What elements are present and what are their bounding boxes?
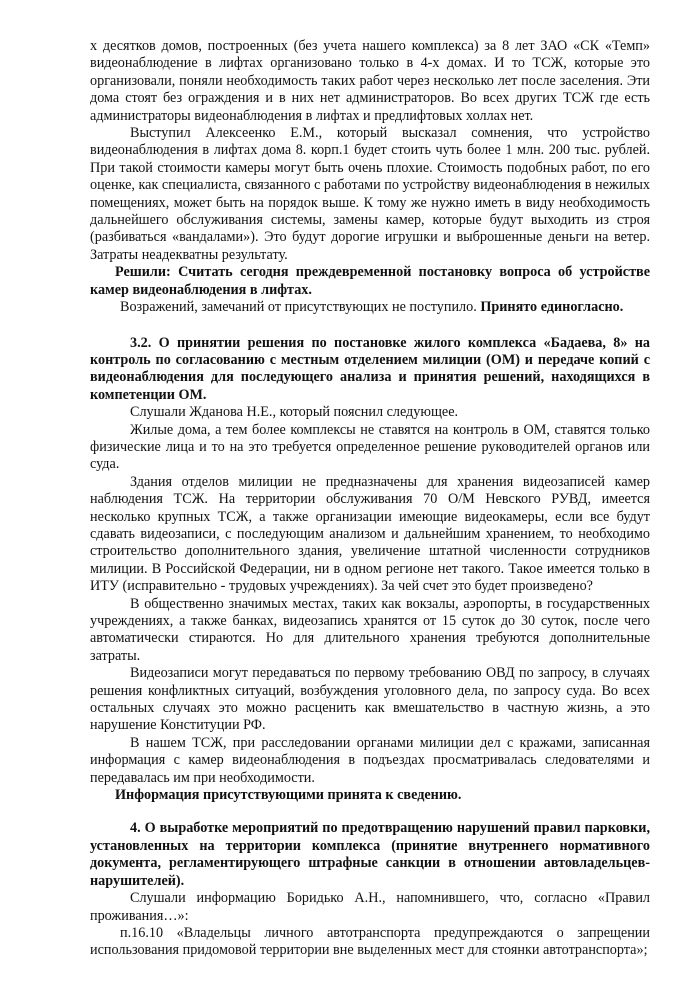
- section-4-title: 4. О выработке мероприятий по предотвращению нарушений правил парковки, установленных на территории комплекса (принятие внутреннего нормативного документа, регламентирующего штрафные санкции в отношении автовладельцев-нарушителей).: [90, 820, 650, 889]
- section-3-2-paragraph: Видеозаписи могут передаваться по первому требованию ОВД по запросу, в случаях решения конфликтных ситуаций, возбуждения уголовного дела, по запросу суда. Во всех остальных случаях это можно расценить как вмешательство в частную жизнь, а это нарушение Конституции РФ.: [90, 665, 650, 734]
- paragraph-alekseenko: Выступил Алексеенко Е.М., который высказал сомнения, что устройство видеонаблюдения в лифтах дома 8. корп.1 будет стоить чуть более 1 млн. 200 тыс. рублей. При такой стоимости камеры могут быть очень плохие. Стоимость подобных работ, по его оценке, как специалиста, связанного с работами по устройству видеонаблюдения в нежилых помещениях, может быть на порядок выше. К тому же нужно иметь в виду необходимость дальнейшего обслуживания системы, замены камер, которые будут выходить из строя (разбиваться «вандалами»). Это будут дорогие игрушки и выброшенные деньги на ветер. Затраты неадекватны результату.: [90, 125, 650, 263]
- section-4-paragraph: п.16.10 «Владельцы личного автотранспорта предупреждаются о запрещении использования придомовой территории вне выделенных мест для стоянки автотранспорта»;: [90, 924, 650, 959]
- resolution-1-text: Считать сегодня преждевременной постановку вопроса об устройстве камер видеонаблюдения в лифтах.: [90, 264, 651, 298]
- decision-1-bold: Принято единогласно.: [480, 299, 624, 316]
- paragraph-intro: х десятков домов, построенных (без учета нашего комплекса) за 8 лет ЗАО «СК «Темп» видеонаблюдение в лифтах организовано только в 4-х домах. И то ТСЖ, которые это организовали, поняли необходимость таких работ через несколько лет после заселения. Эти дома стоят без ограждения и в них нет администраторов. Во всех других ТСЖ где есть администраторы видеонаблюдения в лифтах и предлифтовых холлах нет.: [90, 38, 650, 124]
- section-3-2-paragraph: Здания отделов милиции не предназначены для хранения видеозаписей камер наблюдения ТСЖ. На территории обслуживания 70 О/М Невского РУВД, имеется несколько крупных ТСЖ, а также организации имеющие видеокамеры, если все будут сдавать видеозаписи, с последующим анализом и дальнейшим хранением, то необходимо строительство дополнительного здания, увеличение штатной численности сотрудников милиции. В Российской Федерации, ни в одном регионе нет такого. Такое имеется только в ИТУ (исправительно - трудовых учреждениях). За чей счет это будет произведено?: [90, 473, 650, 595]
- section-4-paragraph: Слушали информацию Боридько А.Н., напомнившего, что, согласно «Правил проживания…»:: [90, 890, 650, 924]
- resolution-1-label: Решили:: [115, 264, 171, 281]
- section-3-2-paragraph: Слушали Жданова Н.Е., который пояснил следующее.: [130, 404, 459, 421]
- spacer: [90, 804, 650, 820]
- section-3-2-title: 3.2. О принятии решения по постановке жилого комплекса «Бадаева, 8» на контроль по согласованию с местным отделением милиции (ОМ) и передаче копий с видеонаблюдения для последующего анализа и принятия решений, находящихся в компетенции ОМ.: [90, 334, 650, 403]
- spacer: [90, 317, 650, 335]
- resolution-1: [90, 264, 650, 299]
- decision-1-text: Возражений, замечаний от присутствующих не поступило.: [120, 299, 477, 316]
- section-3-2-paragraph: Жилые дома, а тем более комплексы не ставятся на контроль в ОМ, ставятся только физические лица и то на это требуется определенное решение руководителей органов или суда.: [90, 421, 650, 473]
- decision-1: [90, 299, 650, 316]
- section-3-2-paragraph: В нашем ТСЖ, при расследовании органами милиции дел с кражами, записанная информация с камер видеонаблюдения в подъездах просматривалась следователями и передавалась им при необходимости.: [90, 734, 650, 786]
- section-3-2-paragraph: В общественно значимых местах, таких как вокзалы, аэропорты, в государственных учреждениях, а также банках, видеозапись хранятся от 15 суток до 30 суток, после чего автоматически стираются. Но для длительного хранения требуются дополнительные затраты.: [90, 595, 650, 664]
- section-3-2-info: Информация присутствующими принята к сведению.: [115, 787, 462, 804]
